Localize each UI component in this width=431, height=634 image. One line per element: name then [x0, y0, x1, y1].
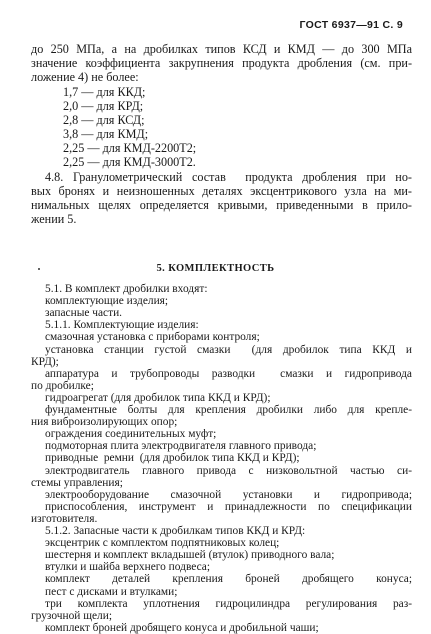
text-line: по дробилке; [31, 379, 94, 392]
text-line: 5.1. В комплект дробилки входят: [45, 283, 208, 295]
text-line: приспособления, инструмент и принадлежности по спецификации [45, 500, 412, 513]
text-line: ния виброизолирующих опор; [31, 416, 178, 429]
list-item: 3,8 — для КМД; [63, 127, 149, 141]
text-line: установка станции густой смазки (для дробилок типа ККД и [45, 343, 412, 356]
text-line: КРД); [31, 355, 59, 368]
text-line: шестерня и комплект вкладышей (втулок) приводного вала; [45, 549, 335, 562]
text-line: 5.1.1. Комплектующие изделия: [45, 319, 199, 332]
text-line: нимальных щелях определяется кривыми, приведенными в прило- [31, 198, 412, 212]
text-line: втулки и шайба верхнего подвеса; [45, 561, 211, 574]
text-line: изготовителя. [31, 512, 98, 525]
list-item: 2,25 — для КМД-2200Т2; [63, 141, 197, 155]
page-header: ГОСТ 6937—91 С. 9 [299, 19, 403, 31]
text-line: ограждения соединительных муфт; [45, 428, 217, 441]
text-line: стемы управления; [31, 476, 123, 489]
list-item: 1,7 — для ККД; [63, 85, 146, 99]
text-line: до 250 МПа, а на дробилках типов КСД и КМД — до 300 МПа [31, 42, 412, 56]
text-line: комплект броней дробящего конуса и дробильной чаши; [45, 621, 319, 634]
text-line: гидроагрегат (для дробилок типа ККД и КРД); [45, 391, 271, 404]
text-line: фундаментные болты для крепления дробилки либо для крепле- [45, 404, 412, 416]
text-line: смазочная установка с приборами контроля; [45, 331, 260, 344]
text-line: 5.1.2. Запасные части к дробилкам типов ККД и КРД: [45, 525, 306, 537]
text-line: аппаратура и трубопроводы разводки смазки и гидропривода [45, 367, 412, 380]
text-line: значение коэффициента закрупнения продукта дробления (см. при- [31, 56, 412, 70]
text-line: три комплекта уплотнения гидроцилиндра регулирования раз- [45, 597, 412, 610]
text-line: комплект деталей крепления броней дробящего конуса; [45, 573, 412, 586]
text-line: эксцентрик с комплектом подпятниковых колец; [45, 537, 280, 550]
text-line: подмоторная плита электродвигателя главного привода; [45, 440, 317, 453]
section-title: 5. КОМПЛЕКТНОСТЬ [156, 263, 275, 274]
text-line: 4.8. Гранулометрический состав продукта дробления при но- [45, 170, 412, 184]
list-item: 2,0 — для КРД; [63, 99, 144, 113]
text-line: пест с дисками и втулками; [45, 585, 178, 598]
text-line: приводные ремни (для дробилок типа ККД и КРД); [45, 452, 300, 465]
text-line: комплектующие изделия; [45, 295, 169, 308]
text-line: вых бронях и неизношенных деталях эксцентрикового узла на ми- [31, 184, 412, 198]
text-line: ложение 4) не более: [31, 70, 139, 84]
text-line: электродвигатель главного привода с низковольтной частью си- [45, 464, 412, 477]
text-line: жении 5. [31, 212, 77, 226]
text-line: грузочной щели; [31, 609, 112, 622]
list-item: 2,25 — для КМД-3000Т2. [63, 155, 196, 169]
text-line: электрооборудование смазочной установки и гидропривода; [45, 488, 412, 501]
text-line: запасные части. [45, 307, 123, 320]
list-item: 2,8 — для КСД; [63, 113, 145, 127]
